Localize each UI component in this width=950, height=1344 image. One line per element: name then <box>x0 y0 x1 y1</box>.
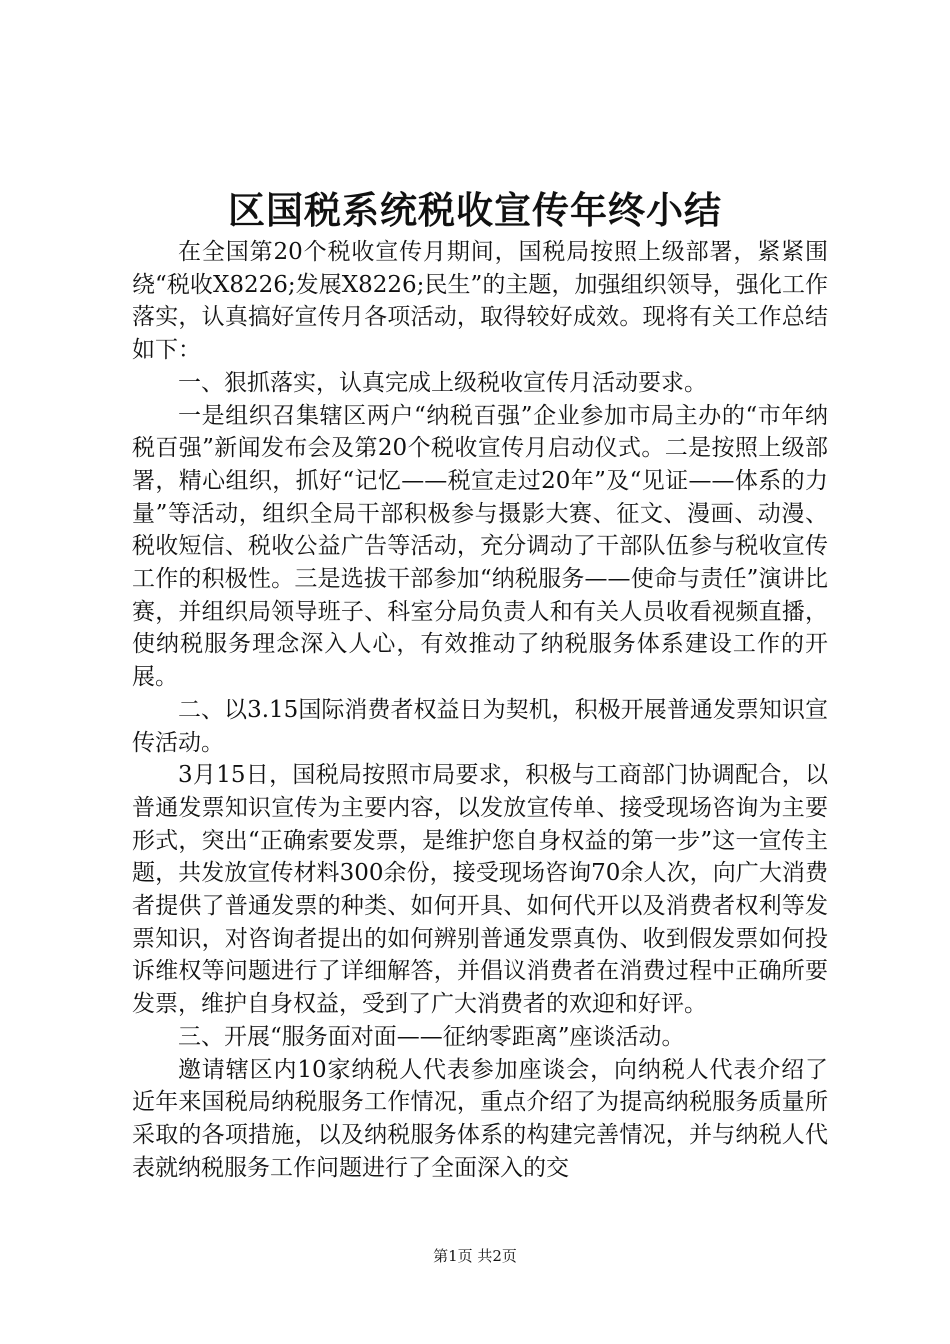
page-number-footer: 第1页 共2页 <box>433 1247 517 1265</box>
document-body <box>132 236 828 1184</box>
section-heading-2: 二、以3.15国际消费者权益日为契机，积极开展普通发票知识宣传活动。 <box>132 696 828 756</box>
section-heading-3: 三、开展“服务面对面——征纳零距离”座谈活动。 <box>178 1023 685 1050</box>
document-title: 区国税系统税收宣传年终小结 <box>228 188 722 232</box>
paragraph-section-1: 一是组织召集辖区两户“纳税百强”企业参加市局主办的“市年纳税百强”新闻发布会及第20个税收宣传月启动仪式。二是按照上级部署，精心组织，抓好“记忆——税宣走过20年”及“见证——体系的力量”等活动，组织全局干部积极参与摄影大赛、征文、漫画、动漫、税收短信、税收公益广告等活动，充分调动了干部队伍参与税收宣传工作的积极性。三是选拔干部参加“纳税服务——使命与责任”演讲比赛，并组织局领导班子、科室分局负责人和有关人员收看视频直播，使纳税服务理念深入人心，有效推动了纳税服务体系建设工作的开展。 <box>132 402 828 691</box>
paragraph-intro: 在全国第20个税收宣传月期间，国税局按照上级部署，紧紧围绕“税收X8226;发展X8226;民生”的主题，加强组织领导，强化工作落实，认真搞好宣传月各项活动，取得较好成效。现将有关工作总结如下： <box>132 239 828 364</box>
paragraph-section-3: 邀请辖区内10家纳税人代表参加座谈会，向纳税人代表介绍了近年来国税局纳税服务工作情况，重点介绍了为提高纳税服务质量所采取的各项措施，以及纳税服务体系的构建完善情况，并与纳税人代表就纳税服务工作问题进行了全面深入的交 <box>132 1056 828 1181</box>
section-heading-1: 一、狠抓落实，认真完成上级税收宣传月活动要求。 <box>178 369 707 396</box>
paragraph-section-2: 3月15日，国税局按照市局要求，积极与工商部门协调配合，以普通发票知识宣传为主要内容，以发放宣传单、接受现场咨询为主要形式，突出“正确索要发票，是维护您自身权益的第一步”这一宣传主题，共发放宣传材料300余份，接受现场咨询70余人次，向广大消费者提供了普通发票的种类、如何开具、如何代开以及消费者权利等发票知识，对咨询者提出的如何辨别普通发票真伪、收到假发票如何投诉维权等问题进行了详细解答，并倡议消费者在消费过程中正确所要发票，维护自身权益，受到了广大消费者的欢迎和好评。 <box>132 762 828 1018</box>
